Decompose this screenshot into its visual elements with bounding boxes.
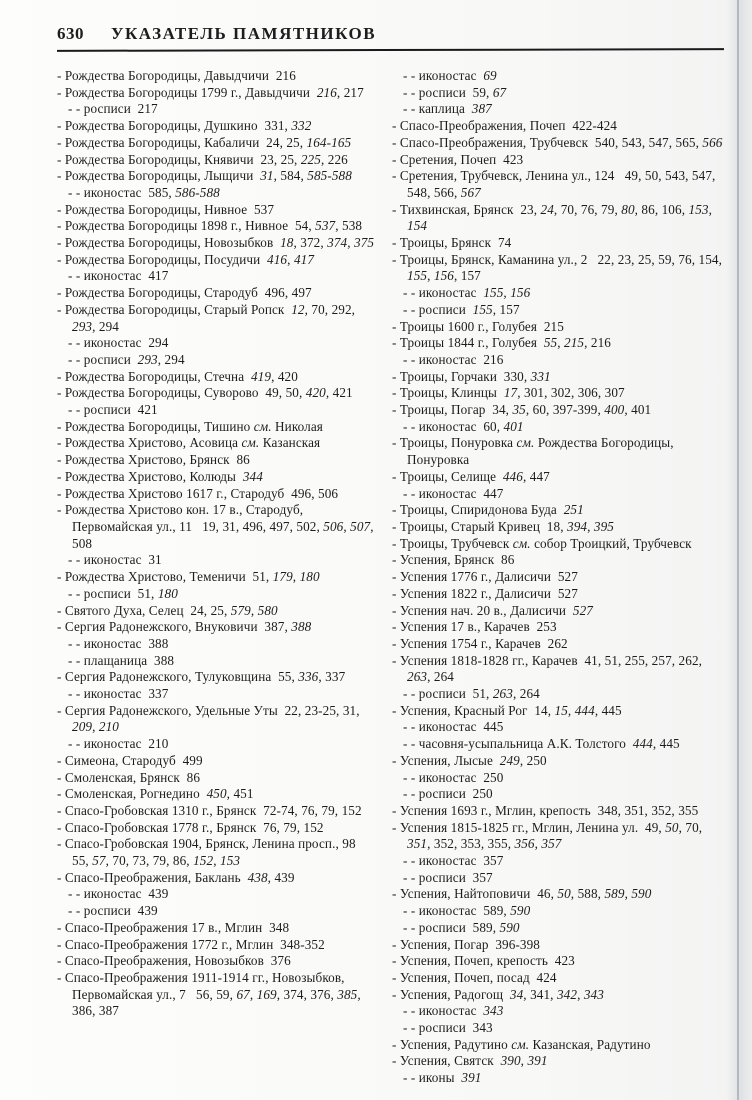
index-subentry: - - иконостас 31 xyxy=(68,552,162,568)
index-entry: - Успения, Святск 390, 391 xyxy=(392,1053,548,1069)
index-entry: - Рождества Богородицы, Давыдчичи 216 xyxy=(57,68,296,83)
index-entry: - Троицы, Брянск 74 xyxy=(392,235,512,251)
index-subentry: - - иконостас 337 xyxy=(68,686,169,702)
index-entry: - Троицы, Спиридонова Буда 251 xyxy=(392,502,584,518)
index-subentry: - - иконостас 585, 586-588 xyxy=(68,184,220,200)
index-subentry: - - росписи 439 xyxy=(68,903,158,919)
index-entry: - Тихвинская, Брянск 23, 24, 70, 76, 79, 80, 86, 106, 153, 154 xyxy=(392,201,716,234)
index-entry: - Рождества Богородицы, Посудичи 416, 417 xyxy=(57,251,315,267)
index-subentry: - - росписи 51, 180 xyxy=(68,585,178,601)
index-subentry: - - росписи 421 xyxy=(68,402,158,418)
index-subentry: - - росписи 59, 67 xyxy=(403,84,507,100)
index-subentry: - - росписи 155, 157 xyxy=(403,301,520,317)
index-entry: - Троицы, Брянск, Каманина ул., 2 22, 23, 25, 59, 76, 154, 155, 156, 157 xyxy=(392,251,726,284)
index-subentry: - - плащаница 388 xyxy=(68,652,175,668)
index-subentry: - - иконостас 60, 401 xyxy=(403,418,524,434)
index-entry: - Троицы, Понуровка см. Рождества Богородицы, Понуровка xyxy=(392,435,678,468)
index-subentry: - - каплица 387 xyxy=(403,101,492,117)
index-entry: - Рождества Богородицы, Тишино см. Николая xyxy=(57,418,323,434)
index-entry: - Рождества Богородицы 1799 г., Давыдчичи 216, 217 xyxy=(57,84,364,100)
page-header xyxy=(57,22,728,44)
index-entry: - Спасо-Преображения, Трубчевск 540, 543, 547, 565, 566 xyxy=(392,134,723,150)
index-entry: - Спасо-Преображения 17 в., Мглин 348 xyxy=(57,919,290,935)
index-entry: - Сретения, Почеп 423 xyxy=(392,151,524,167)
index-entry: - Рождества Богородицы, Стечна 419, 420 xyxy=(57,368,298,384)
index-entry: - Спасо-Преображения 1772 г., Мглин 348-352 xyxy=(57,936,325,952)
index-entry: - Троицы, Старый Кривец 18, 394, 395 xyxy=(392,518,614,534)
index-entry: - Троицы, Селище 446, 447 xyxy=(392,468,550,484)
index-entry: - Спасо-Преображения, Новозыбков 376 xyxy=(57,953,291,969)
index-entry: - Спасо-Гробовская 1904, Брянск, Ленина просп., 98 55, 57, 70, 73, 79, 86, 152, 153 xyxy=(57,836,366,869)
index-entry: - Успения, Радогощ 34, 341, 342, 343 xyxy=(392,986,604,1002)
index-entry: - Рождества Христово, Брянск 86 xyxy=(57,452,250,468)
index-entry: - Успения, Радутино см. Казанская, Радутино xyxy=(392,1036,651,1052)
scan-edge-line xyxy=(737,0,739,1100)
index-entry: - Троицы, Погар 34, 35, 60, 397-399, 400, 401 xyxy=(392,402,652,418)
index-entry: - Успения, Красный Рог 14, 15, 444, 445 xyxy=(392,702,622,718)
index-entry: - Троицы, Клинцы 17, 301, 302, 306, 307 xyxy=(392,385,625,401)
index-entry: - Спасо-Гробовская 1310 г., Брянск 72-74, 76, 79, 152 xyxy=(57,802,362,818)
index-entry: - Успения, Почеп, крепость 423 xyxy=(392,953,575,969)
index-entry: - Троицы, Горчаки 330, 331 xyxy=(392,368,551,384)
index-entry: - Успения 1693 г., Мглин, крепость 348, 351, 352, 355 xyxy=(392,802,699,818)
index-entry: - Успения 1822 г., Далисичи 527 xyxy=(392,585,578,601)
header-rule xyxy=(57,48,724,52)
index-entry: - Успения, Брянск 86 xyxy=(392,552,515,568)
index-subentry: - - иконостас 357 xyxy=(403,853,504,869)
index-entry: - Смоленская, Брянск 86 xyxy=(57,769,201,785)
index-subentry: - - иконостас 589, 590 xyxy=(403,903,531,919)
index-entry: - Спасо-Преображения 1911-1914 гг., Новозыбков, Первомайская ул., 7 56, 59, 67, 169, 374, 376, 385, 386, 387 xyxy=(57,969,365,1019)
index-entry: - Успения нач. 20 в., Далисичи 527 xyxy=(392,602,593,618)
index-subentry: - - иконостас 388 xyxy=(68,635,169,651)
index-subentry: - - иконостас 250 xyxy=(403,769,504,785)
index-subentry: - - иконостас 447 xyxy=(403,485,504,501)
index-columns xyxy=(57,68,728,1087)
index-entry: - Святого Духа, Селец 24, 25, 579, 580 xyxy=(57,602,278,618)
index-subentry: - - росписи 250 xyxy=(403,786,493,802)
index-entry: - Успения, Погар 396-398 xyxy=(392,936,540,952)
index-subentry: - - иконостас 155, 156 xyxy=(403,285,531,301)
index-entry: - Успения, Почеп, посад 424 xyxy=(392,969,557,985)
index-entry: - Успения 1754 г., Карачев 262 xyxy=(392,635,568,651)
scan-edge-shadow xyxy=(726,0,752,1100)
index-entry: - Рождества Богородицы 1898 г., Нивное 54, 537, 538 xyxy=(57,218,363,234)
index-subentry: - - иконостас 343 xyxy=(403,1003,504,1019)
index-entry: - Рождества Богородицы, Нивное 537 xyxy=(57,201,275,217)
index-entry: - Рождества Христово 1617 г., Стародуб 496, 506 xyxy=(57,485,339,501)
index-entry: - Сергия Радонежского, Внуковичи 387, 388 xyxy=(57,619,312,635)
index-entry: - Успения 1776 г., Далисичи 527 xyxy=(392,569,578,585)
index-entry: - Рождества Богородицы, Кабаличи 24, 25, 164-165 xyxy=(57,134,352,150)
index-entry: - Успения 1818-1828 гг., Карачев 41, 51, 255, 257, 262, 263, 264 xyxy=(392,652,706,685)
index-entry: - Рождества Богородицы, Суворово 49, 50, 420, 421 xyxy=(57,385,353,401)
index-entry: - Рождества Богородицы, Новозыбков 18, 372, 374, 375 xyxy=(57,235,375,251)
index-entry: - Рождества Богородицы, Лыщичи 31, 584, 585-588 xyxy=(57,168,352,184)
page-number: 630 xyxy=(57,24,84,43)
index-entry: - Сергия Радонежского, Удельные Уты 22, 23-25, 31, 209, 210 xyxy=(57,702,364,735)
index-entry: - Сергия Радонежского, Тулуковщина 55, 336, 337 xyxy=(57,669,346,685)
index-column-right xyxy=(392,68,728,1087)
index-subentry: - - росписи 217 xyxy=(68,101,158,117)
index-entry: - Сретения, Трубчевск, Ленина ул., 124 49, 50, 543, 547, 548, 566, 567 xyxy=(392,168,719,200)
index-subentry: - - иконостас 294 xyxy=(68,335,169,351)
index-entry: - Успения, Найтоповичи 46, 50, 588, 589, 590 xyxy=(392,886,652,902)
index-entry: - Рождества Христово, Теменичи 51, 179, 180 xyxy=(57,569,320,585)
index-subentry: - - иконостас 417 xyxy=(68,268,169,284)
index-subentry: - - иконостас 69 xyxy=(403,68,497,83)
index-entry: - Успения, Лысые 249, 250 xyxy=(392,752,547,768)
index-entry: - Успения 17 в., Карачев 253 xyxy=(392,619,557,635)
index-entry: - Рождества Богородицы, Душкино 331, 332 xyxy=(57,118,312,134)
index-subentry: - - иконы 391 xyxy=(403,1070,482,1086)
index-subentry: - - росписи 589, 590 xyxy=(403,919,520,935)
index-entry: - Троицы 1844 г., Голубея 55, 215, 216 xyxy=(392,335,611,351)
index-subentry: - - иконостас 445 xyxy=(403,719,504,735)
index-entry: - Рождества Христово, Асовица см. Казанская xyxy=(57,435,321,451)
index-entry: - Спасо-Преображения, Баклань 438, 439 xyxy=(57,869,295,885)
index-subentry: - - иконостас 216 xyxy=(403,351,504,367)
index-subentry: - - часовня-усыпальница А.К. Толстого 444, 445 xyxy=(403,736,680,752)
index-entry: - Рождества Богородицы, Старый Ропск 12, 70, 292, 293, 294 xyxy=(57,301,359,334)
index-entry: - Троицы 1600 г., Голубея 215 xyxy=(392,318,564,334)
index-entry: - Симеона, Стародуб 499 xyxy=(57,752,203,768)
index-subentry: - - росписи 357 xyxy=(403,869,493,885)
page-title: УКАЗАТЕЛЬ ПАМЯТНИКОВ xyxy=(111,24,377,43)
index-entry: - Успения 1815-1825 гг., Мглин, Ленина ул. 49, 50, 70, 351, 352, 353, 355, 356, 357 xyxy=(392,819,706,852)
index-subentry: - - росписи 343 xyxy=(403,1020,493,1036)
index-subentry: - - иконостас 210 xyxy=(68,736,169,752)
index-entry: - Спасо-Преображения, Почеп 422-424 xyxy=(392,118,617,134)
index-entry: - Смоленская, Рогнедино 450, 451 xyxy=(57,786,254,802)
index-subentry: - - иконостас 439 xyxy=(68,886,169,902)
index-entry: - Спасо-Гробовская 1778 г., Брянск 76, 79, 152 xyxy=(57,819,324,835)
index-entry: - Троицы, Трубчевск см. собор Троицкий, Трубчевск xyxy=(392,535,692,551)
index-entry: - Рождества Христово кон. 17 в., Стародуб, Первомайская ул., 11 19, 31, 496, 497, 502, 506, 507, 508 xyxy=(57,502,378,551)
index-subentry: - - росписи 51, 263, 264 xyxy=(403,686,540,702)
index-entry: - Рождества Богородицы, Княвичи 23, 25, 225, 226 xyxy=(57,151,348,167)
index-entry: - Рождества Богородицы, Стародуб 496, 497 xyxy=(57,285,312,301)
index-column-left xyxy=(57,68,378,1087)
index-entry: - Рождества Христово, Колюды 344 xyxy=(57,468,263,484)
index-subentry: - - росписи 293, 294 xyxy=(68,351,185,367)
